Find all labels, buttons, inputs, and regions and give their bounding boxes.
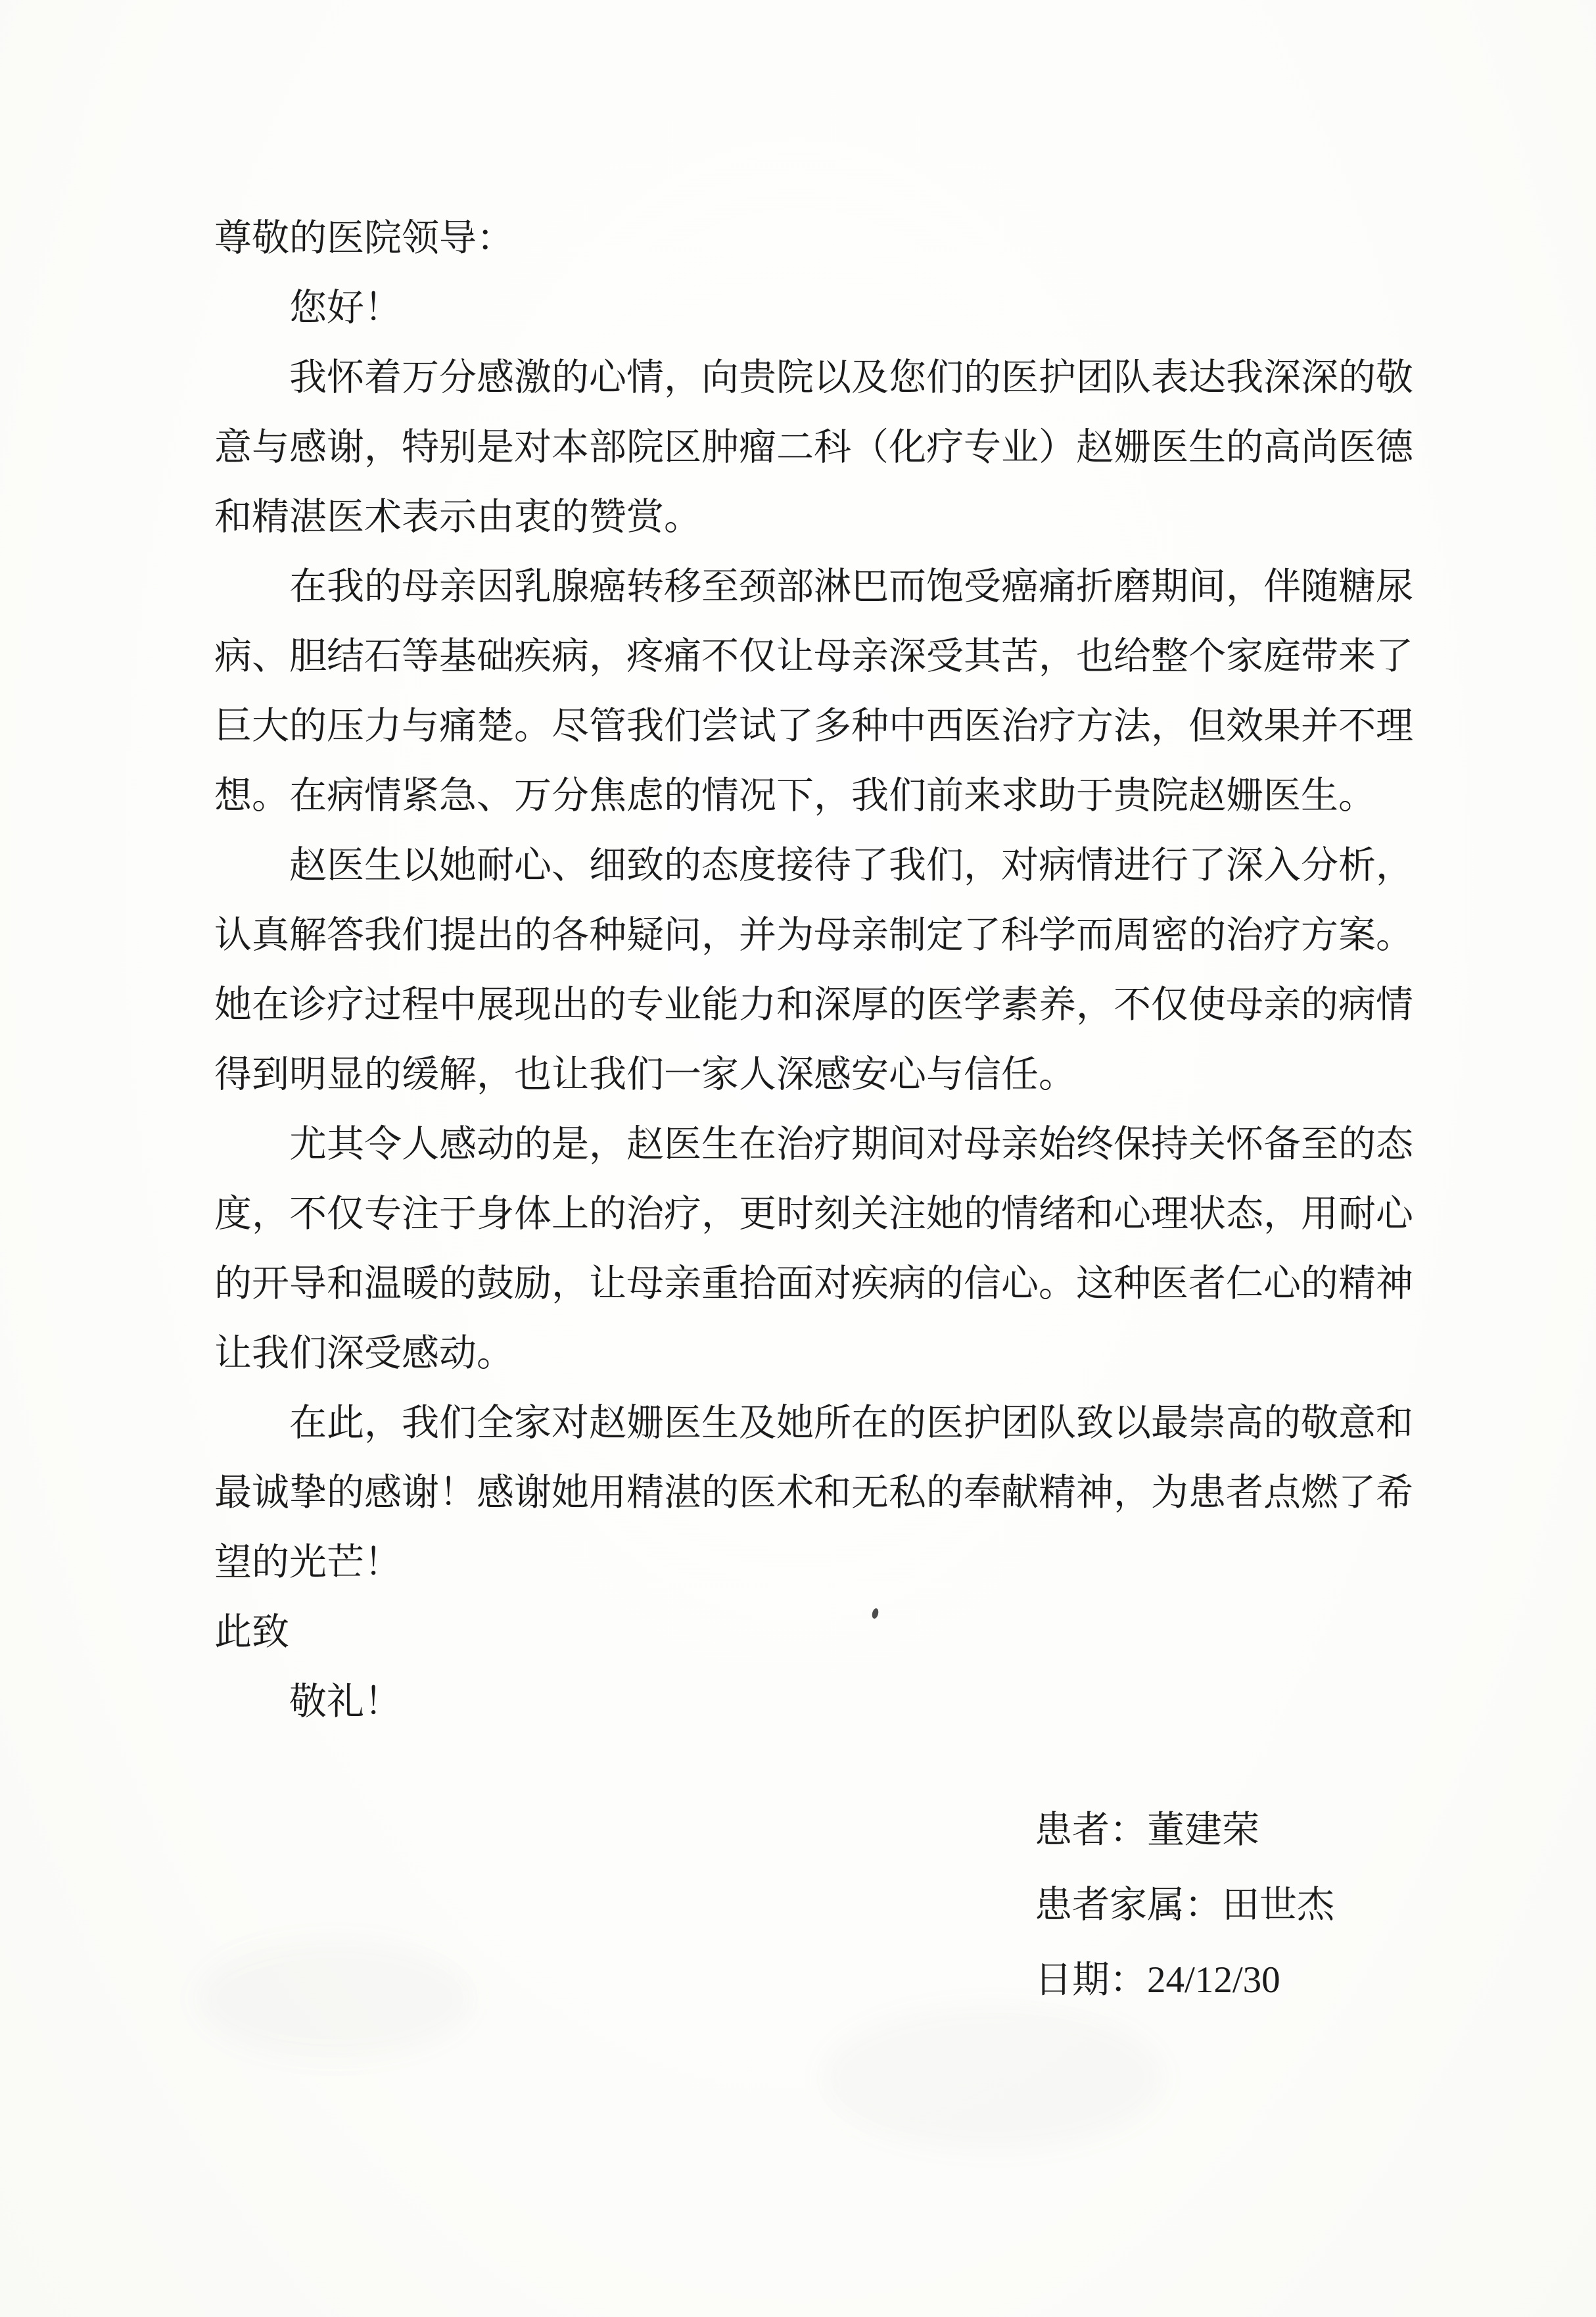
date-label: 日期： bbox=[1035, 1959, 1147, 2001]
paragraph-gratitude-intro: 我怀着万分感激的心情，向贵院以及您们的医护团队表达我深深的敬意与感谢，特别是对本部院区肿瘤二科（化疗专业）赵姗医生的高尚医德和精湛医术表示由衷的赞赏。 bbox=[214, 357, 1413, 538]
closing-phrase: 此致 bbox=[214, 1612, 289, 1653]
signature-patient-line bbox=[1035, 1793, 1413, 1868]
patient-label: 患者： bbox=[1035, 1809, 1147, 1851]
salutation: 尊敬的医院领导： bbox=[214, 218, 514, 259]
paragraph-doctor-treatment: 赵医生以她耐心、细致的态度接待了我们，对病情进行了深入分析，认真解答我们提出的各种疑问，并为母亲制定了科学而周密的治疗方案。她在诊疗过程中展现出的专业能力和深厚的医学素养，不仅使母亲的病情得到明显的缓解，也让我们一家人深感安心与信任。 bbox=[214, 845, 1413, 1095]
patient-name: 董建荣 bbox=[1147, 1809, 1259, 1851]
paragraph-final-thanks: 在此，我们全家对赵姗医生及她所在的医护团队致以最崇高的敬意和最诚挚的感谢！感谢她用精湛的医术和无私的奉献精神，为患者点燃了希望的光芒！ bbox=[214, 1402, 1413, 1583]
letter-body bbox=[214, 204, 1413, 2018]
signature-date-line bbox=[1035, 1943, 1413, 2018]
signature-family-line bbox=[1035, 1868, 1413, 1943]
closing-salute: 敬礼！ bbox=[289, 1681, 402, 1723]
family-label: 患者家属： bbox=[1035, 1884, 1222, 1926]
scan-ghost-artifact bbox=[822, 2005, 1163, 2150]
greeting: 您好！ bbox=[289, 287, 402, 329]
family-name: 田世杰 bbox=[1222, 1884, 1334, 1926]
paragraph-doctor-care: 尤其令人感动的是，赵医生在治疗期间对母亲始终保持关怀备至的态度，不仅专注于身体上的治疗，更时刻关注她的情绪和心理状态，用耐心的开导和温暖的鼓励，让母亲重拾面对疾病的信心。这种医者仁心的精神让我们深受感动。 bbox=[214, 1124, 1413, 1374]
date-value: 24/12/30 bbox=[1147, 1959, 1280, 2001]
signature-block bbox=[1035, 1793, 1413, 2018]
paragraph-illness-background: 在我的母亲因乳腺癌转移至颈部淋巴而饱受癌痛折磨期间，伴随糖尿病、胆结石等基础疾病，疼痛不仅让母亲深受其苦，也给整个家庭带来了巨大的压力与痛楚。尽管我们尝试了多种中西医治疗方法，但效果并不理想。在病情紧急、万分焦虑的情况下，我们前来求助于贵院赵姗医生。 bbox=[214, 566, 1413, 817]
